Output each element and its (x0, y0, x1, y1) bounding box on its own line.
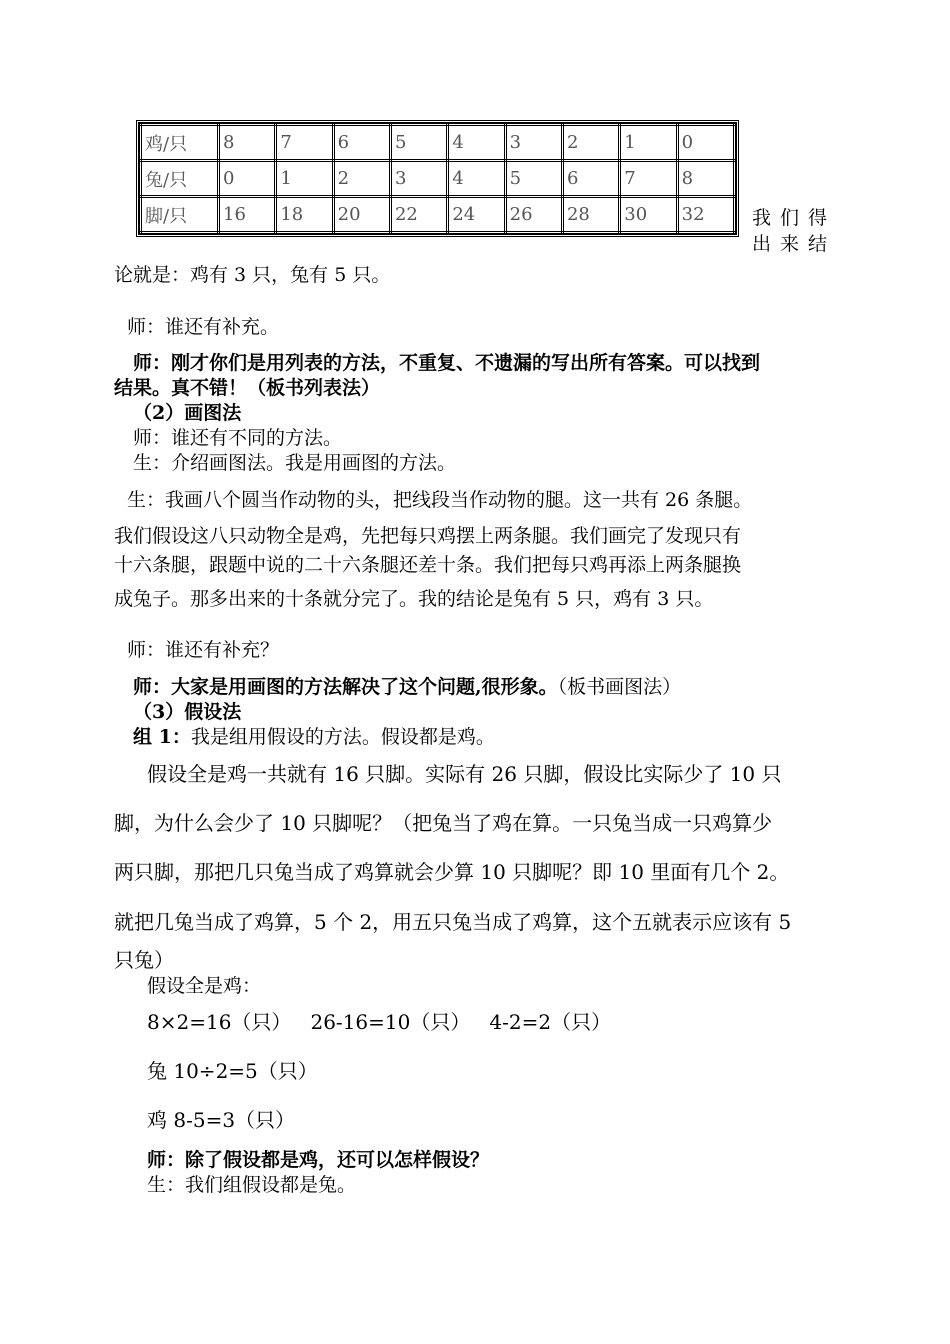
table-cell: 1 (276, 161, 333, 197)
teacher-summary-bold: 师：大家是用画图的方法解决了这个问题,很形象。 (133, 676, 558, 698)
table-cell: 6 (562, 161, 619, 197)
table-cell: 5 (390, 125, 447, 161)
table-cell: 26 (505, 197, 562, 233)
table-cell: 3 (390, 161, 447, 197)
table-cell: 5 (505, 161, 562, 197)
table-row (141, 125, 735, 161)
table-cell: 22 (390, 197, 447, 233)
body-line: 成兔子。那多出来的十条就分完了。我的结论是兔有 5 只，鸡有 3 只。 (114, 588, 714, 610)
board-note: （板书画图法） (557, 676, 682, 698)
teacher-question-line: 师：除了假设都是鸡，还可以怎样假设？ (147, 1149, 490, 1171)
equation-line: 鸡 8-5=3（只） (147, 1108, 296, 1132)
teacher-summary-line (133, 676, 681, 698)
row-label: 鸡/只 (141, 125, 219, 161)
table-cell: 7 (620, 161, 677, 197)
table-cell: 2 (562, 125, 619, 161)
equation-line: 兔 10÷2=5（只） (147, 1059, 318, 1083)
teacher-line: 师：谁还有补充。 (127, 316, 280, 338)
group-label: 组 1： (133, 726, 191, 748)
body-line: 假设全是鸡一共就有 16 只脚。实际有 26 只脚，假设比实际少了 10 只 (147, 762, 782, 786)
table-cell: 20 (333, 197, 390, 233)
teacher-summary-line: 师：刚才你们是用列表的方法，不重复、不遗漏的写出所有答案。可以找到 (133, 352, 761, 374)
table-cell: 1 (620, 125, 677, 161)
table-cell: 8 (677, 161, 734, 197)
row-label: 兔/只 (141, 161, 219, 197)
teacher-summary-line: 结果。真不错！（板书列表法） (114, 377, 381, 399)
table-cell: 24 (448, 197, 505, 233)
table-cell: 0 (677, 125, 734, 161)
table-cell: 18 (276, 197, 333, 233)
table-row (141, 197, 735, 233)
assumption-line: 假设全是鸡： (147, 975, 262, 997)
conclusion-line: 论就是：鸡有 3 只，兔有 5 只。 (114, 264, 391, 286)
row-label: 脚/只 (141, 197, 219, 233)
group-line (133, 726, 495, 748)
table-cell: 0 (219, 161, 276, 197)
body-line: 两只脚，那把几只兔当成了鸡算就会少算 10 只脚呢？即 10 里面有几个 2。 (114, 860, 790, 884)
student-line: 生：介绍画图法。我是用画图的方法。 (133, 452, 457, 474)
student-line: 生：我画八个圆当作动物的头，把线段当作动物的腿。这一共有 26 条腿。 (127, 489, 753, 511)
table-cell: 32 (677, 197, 734, 233)
table-row (141, 161, 735, 197)
teacher-line: 师：谁还有补充？ (127, 639, 280, 661)
chicken-rabbit-table (136, 120, 739, 237)
table-cell: 8 (219, 125, 276, 161)
student-line: 生：我们组假设都是兔。 (147, 1174, 357, 1196)
table-cell: 7 (276, 125, 333, 161)
table-cell: 28 (562, 197, 619, 233)
section-heading: （2）画图法 (133, 402, 242, 424)
table-cell: 16 (219, 197, 276, 233)
equation-line: 8×2=16（只） 26-16=10（只） 4-2=2（只） (147, 1010, 612, 1034)
table-cell: 4 (448, 125, 505, 161)
table-cell: 4 (448, 161, 505, 197)
section-heading: （3）假设法 (133, 701, 242, 723)
body-line: 就把几兔当成了鸡算，5 个 2，用五只兔当成了鸡算，这个五就表示应该有 5 (114, 910, 792, 934)
table-cell: 30 (620, 197, 677, 233)
body-line: 只兔） (114, 948, 174, 972)
side-text-line-2: 出来结 (752, 233, 837, 255)
body-line: 我们假设这八只动物全是鸡，先把每只鸡摆上两条腿。我们画完了发现只有 (114, 525, 742, 547)
group-text: 我是组用假设的方法。假设都是鸡。 (190, 726, 495, 748)
table-cell: 3 (505, 125, 562, 161)
body-line: 脚，为什么会少了 10 只脚呢？（把兔当了鸡在算。一只兔当成一只鸡算少 (114, 811, 773, 835)
body-line: 十六条腿，跟题中说的二十六条腿还差十条。我们把每只鸡再添上两条腿换 (114, 554, 742, 576)
table-cell: 6 (333, 125, 390, 161)
teacher-line: 师：谁还有不同的方法。 (133, 427, 343, 449)
table-cell: 2 (333, 161, 390, 197)
side-text-line-1: 我们得 (752, 207, 837, 229)
